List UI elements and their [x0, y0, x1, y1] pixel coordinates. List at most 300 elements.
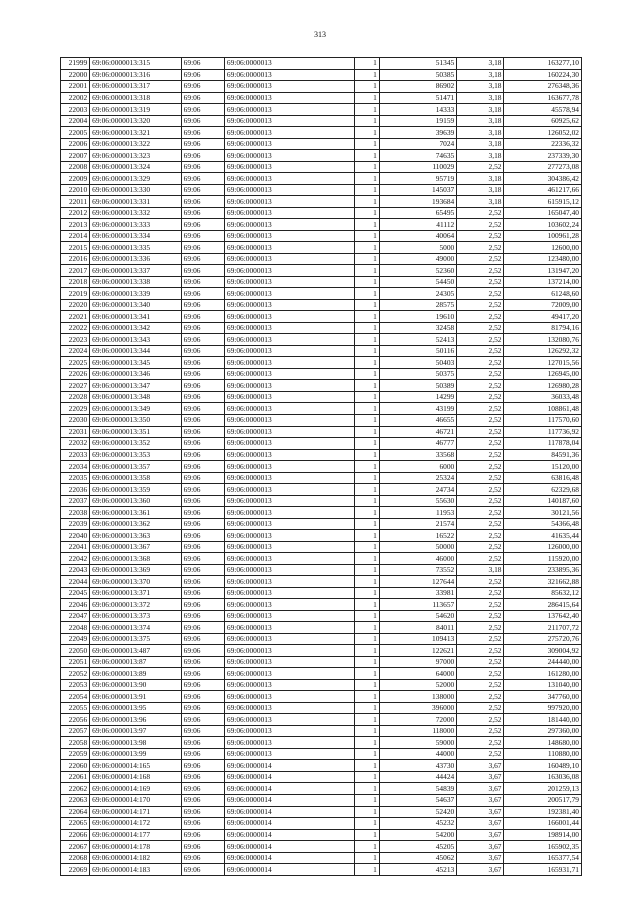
quarter-number-cell: 69:06:0000013: [224, 288, 354, 300]
table-row: [61, 127, 582, 139]
region-code-cell: 69:06: [181, 265, 224, 277]
quarter-number-cell: 69:06:0000013: [224, 242, 354, 254]
area-cell: 50116: [379, 345, 456, 357]
count-cell: 1: [354, 461, 379, 473]
table-row: [61, 380, 582, 392]
row-number-cell: 22053: [61, 679, 90, 691]
rate-cell: 2,52: [457, 587, 504, 599]
row-number-cell: 22013: [61, 219, 90, 231]
row-number-cell: 22050: [61, 645, 90, 657]
area-cell: 127644: [379, 576, 456, 588]
cadastral-number-cell: 69:06:0000013:343: [90, 334, 182, 346]
cadastral-value-cell: 84591,36: [504, 449, 582, 461]
cadastral-value-cell: 126292,32: [504, 345, 582, 357]
row-number-cell: 22027: [61, 380, 90, 392]
table-row: [61, 357, 582, 369]
cadastral-value-cell: 131947,20: [504, 265, 582, 277]
count-cell: 1: [354, 449, 379, 461]
rate-cell: 3,67: [457, 818, 504, 830]
table-row: [61, 461, 582, 473]
table-row: [61, 472, 582, 484]
cadastral-number-cell: 69:06:0000013:348: [90, 391, 182, 403]
cadastral-number-cell: 69:06:0000013:317: [90, 81, 182, 93]
cadastral-number-cell: 69:06:0000013:350: [90, 414, 182, 426]
cadastral-value-cell: 45578,94: [504, 104, 582, 116]
cadastral-number-cell: 69:06:0000013:96: [90, 714, 182, 726]
quarter-number-cell: 69:06:0000013: [224, 173, 354, 185]
row-number-cell: 22009: [61, 173, 90, 185]
cadastral-value-cell: 63816,48: [504, 472, 582, 484]
region-code-cell: 69:06: [181, 426, 224, 438]
rate-cell: 2,52: [457, 507, 504, 519]
area-cell: 65495: [379, 207, 456, 219]
area-cell: 46721: [379, 426, 456, 438]
cadastral-value-cell: 237339,30: [504, 150, 582, 162]
cadastral-number-cell: 69:06:0000014:172: [90, 818, 182, 830]
area-cell: 86902: [379, 81, 456, 93]
row-number-cell: 22062: [61, 783, 90, 795]
table-row: [61, 541, 582, 553]
cadastral-value-cell: 126945,00: [504, 368, 582, 380]
cadastral-value-cell: 275720,76: [504, 633, 582, 645]
rate-cell: 2,52: [457, 553, 504, 565]
quarter-number-cell: 69:06:0000013: [224, 207, 354, 219]
region-code-cell: 69:06: [181, 345, 224, 357]
rate-cell: 3,67: [457, 771, 504, 783]
count-cell: 1: [354, 196, 379, 208]
cadastral-number-cell: 69:06:0000013:90: [90, 679, 182, 691]
count-cell: 1: [354, 691, 379, 703]
rate-cell: 2,52: [457, 714, 504, 726]
table-row: [61, 610, 582, 622]
count-cell: 1: [354, 553, 379, 565]
cadastral-number-cell: 69:06:0000013:372: [90, 599, 182, 611]
quarter-number-cell: 69:06:0000013: [224, 265, 354, 277]
count-cell: 1: [354, 599, 379, 611]
quarter-number-cell: 69:06:0000014: [224, 852, 354, 864]
cadastral-number-cell: 69:06:0000013:339: [90, 288, 182, 300]
quarter-number-cell: 69:06:0000013: [224, 150, 354, 162]
table-row: [61, 645, 582, 657]
cadastral-number-cell: 69:06:0000013:89: [90, 668, 182, 680]
rate-cell: 2,52: [457, 311, 504, 323]
rate-cell: 2,52: [457, 495, 504, 507]
quarter-number-cell: 69:06:0000014: [224, 760, 354, 772]
cadastral-value-cell: 165377,54: [504, 852, 582, 864]
quarter-number-cell: 69:06:0000013: [224, 668, 354, 680]
area-cell: 145037: [379, 184, 456, 196]
cadastral-number-cell: 69:06:0000013:368: [90, 553, 182, 565]
region-code-cell: 69:06: [181, 196, 224, 208]
row-number-cell: 22002: [61, 92, 90, 104]
region-code-cell: 69:06: [181, 633, 224, 645]
row-number-cell: 22010: [61, 184, 90, 196]
quarter-number-cell: 69:06:0000013: [224, 299, 354, 311]
count-cell: 1: [354, 610, 379, 622]
cadastral-number-cell: 69:06:0000013:375: [90, 633, 182, 645]
area-cell: 97000: [379, 656, 456, 668]
table-row: [61, 599, 582, 611]
region-code-cell: 69:06: [181, 253, 224, 265]
quarter-number-cell: 69:06:0000014: [224, 783, 354, 795]
rate-cell: 2,52: [457, 610, 504, 622]
area-cell: 50375: [379, 368, 456, 380]
row-number-cell: 22037: [61, 495, 90, 507]
cadastral-number-cell: 69:06:0000013:358: [90, 472, 182, 484]
quarter-number-cell: 69:06:0000014: [224, 818, 354, 830]
rate-cell: 2,52: [457, 633, 504, 645]
count-cell: 1: [354, 322, 379, 334]
count-cell: 1: [354, 518, 379, 530]
region-code-cell: 69:06: [181, 587, 224, 599]
region-code-cell: 69:06: [181, 714, 224, 726]
quarter-number-cell: 69:06:0000013: [224, 403, 354, 415]
rate-cell: 2,52: [457, 461, 504, 473]
count-cell: 1: [354, 576, 379, 588]
rate-cell: 2,52: [457, 426, 504, 438]
rate-cell: 3,67: [457, 760, 504, 772]
count-cell: 1: [354, 829, 379, 841]
area-cell: 109413: [379, 633, 456, 645]
count-cell: 1: [354, 783, 379, 795]
rate-cell: 2,52: [457, 691, 504, 703]
row-number-cell: 22028: [61, 391, 90, 403]
rate-cell: 3,67: [457, 783, 504, 795]
rate-cell: 2,52: [457, 161, 504, 173]
cadastral-number-cell: 69:06:0000013:334: [90, 230, 182, 242]
area-cell: 84011: [379, 622, 456, 634]
area-cell: 54839: [379, 783, 456, 795]
row-number-cell: 22060: [61, 760, 90, 772]
land-parcel-table: [60, 57, 582, 876]
area-cell: 50389: [379, 380, 456, 392]
cadastral-number-cell: 69:06:0000014:165: [90, 760, 182, 772]
area-cell: 95719: [379, 173, 456, 185]
rate-cell: 3,67: [457, 795, 504, 807]
count-cell: 1: [354, 391, 379, 403]
rate-cell: 2,52: [457, 322, 504, 334]
cadastral-value-cell: 160224,30: [504, 69, 582, 81]
region-code-cell: 69:06: [181, 668, 224, 680]
table-row: [61, 622, 582, 634]
region-code-cell: 69:06: [181, 161, 224, 173]
quarter-number-cell: 69:06:0000013: [224, 472, 354, 484]
area-cell: 50403: [379, 357, 456, 369]
area-cell: 52360: [379, 265, 456, 277]
region-code-cell: 69:06: [181, 69, 224, 81]
count-cell: 1: [354, 115, 379, 127]
cadastral-value-cell: 117736,92: [504, 426, 582, 438]
row-number-cell: 22034: [61, 461, 90, 473]
cadastral-number-cell: 69:06:0000013:319: [90, 104, 182, 116]
cadastral-number-cell: 69:06:0000013:346: [90, 368, 182, 380]
cadastral-number-cell: 69:06:0000013:370: [90, 576, 182, 588]
count-cell: 1: [354, 426, 379, 438]
table-row: [61, 806, 582, 818]
cadastral-number-cell: 69:06:0000013:487: [90, 645, 182, 657]
cadastral-number-cell: 69:06:0000014:171: [90, 806, 182, 818]
rate-cell: 3,18: [457, 127, 504, 139]
rate-cell: 3,18: [457, 115, 504, 127]
area-cell: 51345: [379, 58, 456, 70]
quarter-number-cell: 69:06:0000013: [224, 656, 354, 668]
cadastral-value-cell: 81794,16: [504, 322, 582, 334]
rate-cell: 3,18: [457, 69, 504, 81]
area-cell: 49000: [379, 253, 456, 265]
table-row: [61, 368, 582, 380]
quarter-number-cell: 69:06:0000013: [224, 461, 354, 473]
quarter-number-cell: 69:06:0000013: [224, 311, 354, 323]
quarter-number-cell: 69:06:0000013: [224, 748, 354, 760]
count-cell: 1: [354, 311, 379, 323]
cadastral-value-cell: 127015,56: [504, 357, 582, 369]
area-cell: 25324: [379, 472, 456, 484]
count-cell: 1: [354, 368, 379, 380]
row-number-cell: 22041: [61, 541, 90, 553]
table-row: [61, 403, 582, 415]
quarter-number-cell: 69:06:0000013: [224, 58, 354, 70]
count-cell: 1: [354, 207, 379, 219]
row-number-cell: 22001: [61, 81, 90, 93]
area-cell: 24734: [379, 484, 456, 496]
table-row: [61, 219, 582, 231]
quarter-number-cell: 69:06:0000013: [224, 219, 354, 231]
rate-cell: 2,52: [457, 737, 504, 749]
quarter-number-cell: 69:06:0000014: [224, 864, 354, 876]
count-cell: 1: [354, 645, 379, 657]
region-code-cell: 69:06: [181, 311, 224, 323]
row-number-cell: 22021: [61, 311, 90, 323]
cadastral-number-cell: 69:06:0000013:99: [90, 748, 182, 760]
cadastral-number-cell: 69:06:0000013:332: [90, 207, 182, 219]
row-number-cell: 22066: [61, 829, 90, 841]
table-row: [61, 322, 582, 334]
table-row: [61, 691, 582, 703]
row-number-cell: 22063: [61, 795, 90, 807]
cadastral-value-cell: 297360,00: [504, 725, 582, 737]
cadastral-number-cell: 69:06:0000013:359: [90, 484, 182, 496]
cadastral-value-cell: 117878,04: [504, 438, 582, 450]
quarter-number-cell: 69:06:0000013: [224, 530, 354, 542]
rate-cell: 2,52: [457, 599, 504, 611]
region-code-cell: 69:06: [181, 438, 224, 450]
count-cell: 1: [354, 748, 379, 760]
area-cell: 46655: [379, 414, 456, 426]
region-code-cell: 69:06: [181, 702, 224, 714]
area-cell: 54450: [379, 276, 456, 288]
region-code-cell: 69:06: [181, 173, 224, 185]
region-code-cell: 69:06: [181, 760, 224, 772]
area-cell: 73552: [379, 564, 456, 576]
cadastral-value-cell: 276348,36: [504, 81, 582, 93]
cadastral-value-cell: 41635,44: [504, 530, 582, 542]
rate-cell: 2,52: [457, 357, 504, 369]
rate-cell: 3,18: [457, 92, 504, 104]
table-row: [61, 253, 582, 265]
cadastral-number-cell: 69:06:0000013:336: [90, 253, 182, 265]
region-code-cell: 69:06: [181, 288, 224, 300]
row-number-cell: 22030: [61, 414, 90, 426]
count-cell: 1: [354, 288, 379, 300]
table-row: [61, 841, 582, 853]
count-cell: 1: [354, 276, 379, 288]
cadastral-number-cell: 69:06:0000013:342: [90, 322, 182, 334]
cadastral-number-cell: 69:06:0000013:330: [90, 184, 182, 196]
cadastral-value-cell: 22336,32: [504, 138, 582, 150]
region-code-cell: 69:06: [181, 322, 224, 334]
cadastral-value-cell: 244440,00: [504, 656, 582, 668]
cadastral-number-cell: 69:06:0000013:329: [90, 173, 182, 185]
cadastral-value-cell: 148680,00: [504, 737, 582, 749]
rate-cell: 2,52: [457, 748, 504, 760]
quarter-number-cell: 69:06:0000013: [224, 230, 354, 242]
quarter-number-cell: 69:06:0000013: [224, 438, 354, 450]
quarter-number-cell: 69:06:0000014: [224, 841, 354, 853]
area-cell: 52000: [379, 679, 456, 691]
cadastral-value-cell: 192381,40: [504, 806, 582, 818]
rate-cell: 2,52: [457, 449, 504, 461]
row-number-cell: 22048: [61, 622, 90, 634]
rate-cell: 2,52: [457, 380, 504, 392]
count-cell: 1: [354, 299, 379, 311]
rate-cell: 2,52: [457, 576, 504, 588]
rate-cell: 3,67: [457, 852, 504, 864]
area-cell: 45062: [379, 852, 456, 864]
table-row: [61, 484, 582, 496]
area-cell: 14333: [379, 104, 456, 116]
quarter-number-cell: 69:06:0000013: [224, 276, 354, 288]
cadastral-value-cell: 110880,00: [504, 748, 582, 760]
area-cell: 74635: [379, 150, 456, 162]
count-cell: 1: [354, 541, 379, 553]
cadastral-value-cell: 165902,35: [504, 841, 582, 853]
count-cell: 1: [354, 242, 379, 254]
rate-cell: 2,52: [457, 725, 504, 737]
count-cell: 1: [354, 161, 379, 173]
cadastral-number-cell: 69:06:0000013:341: [90, 311, 182, 323]
count-cell: 1: [354, 104, 379, 116]
quarter-number-cell: 69:06:0000013: [224, 553, 354, 565]
cadastral-value-cell: 123480,00: [504, 253, 582, 265]
area-cell: 45213: [379, 864, 456, 876]
quarter-number-cell: 69:06:0000013: [224, 737, 354, 749]
row-number-cell: 22017: [61, 265, 90, 277]
rate-cell: 3,18: [457, 184, 504, 196]
rate-cell: 2,52: [457, 368, 504, 380]
table-row: [61, 92, 582, 104]
table-row: [61, 104, 582, 116]
cadastral-value-cell: 132080,76: [504, 334, 582, 346]
region-code-cell: 69:06: [181, 841, 224, 853]
table-row: [61, 783, 582, 795]
table-row: [61, 207, 582, 219]
table-row: [61, 818, 582, 830]
row-number-cell: 22015: [61, 242, 90, 254]
row-number-cell: 22043: [61, 564, 90, 576]
table-row: [61, 184, 582, 196]
cadastral-value-cell: 100961,28: [504, 230, 582, 242]
cadastral-number-cell: 69:06:0000013:320: [90, 115, 182, 127]
rate-cell: 3,18: [457, 104, 504, 116]
region-code-cell: 69:06: [181, 645, 224, 657]
table-row: [61, 265, 582, 277]
quarter-number-cell: 69:06:0000014: [224, 829, 354, 841]
quarter-number-cell: 69:06:0000013: [224, 599, 354, 611]
rate-cell: 2,52: [457, 518, 504, 530]
count-cell: 1: [354, 414, 379, 426]
cadastral-value-cell: 49417,20: [504, 311, 582, 323]
region-code-cell: 69:06: [181, 806, 224, 818]
count-cell: 1: [354, 219, 379, 231]
region-code-cell: 69:06: [181, 115, 224, 127]
cadastral-number-cell: 69:06:0000013:362: [90, 518, 182, 530]
table-row: [61, 81, 582, 93]
quarter-number-cell: 69:06:0000013: [224, 322, 354, 334]
table-row: [61, 553, 582, 565]
row-number-cell: 22014: [61, 230, 90, 242]
row-number-cell: 22056: [61, 714, 90, 726]
count-cell: 1: [354, 633, 379, 645]
region-code-cell: 69:06: [181, 184, 224, 196]
rate-cell: 2,52: [457, 207, 504, 219]
area-cell: 138000: [379, 691, 456, 703]
count-cell: 1: [354, 265, 379, 277]
row-number-cell: 22069: [61, 864, 90, 876]
row-number-cell: 22058: [61, 737, 90, 749]
row-number-cell: 22042: [61, 553, 90, 565]
row-number-cell: 22020: [61, 299, 90, 311]
count-cell: 1: [354, 81, 379, 93]
region-code-cell: 69:06: [181, 138, 224, 150]
region-code-cell: 69:06: [181, 368, 224, 380]
cadastral-number-cell: 69:06:0000013:367: [90, 541, 182, 553]
quarter-number-cell: 69:06:0000013: [224, 81, 354, 93]
area-cell: 64000: [379, 668, 456, 680]
table-row: [61, 656, 582, 668]
area-cell: 5000: [379, 242, 456, 254]
row-number-cell: 22016: [61, 253, 90, 265]
quarter-number-cell: 69:06:0000013: [224, 691, 354, 703]
row-number-cell: 22065: [61, 818, 90, 830]
region-code-cell: 69:06: [181, 564, 224, 576]
row-number-cell: 22025: [61, 357, 90, 369]
rate-cell: 2,52: [457, 345, 504, 357]
quarter-number-cell: 69:06:0000013: [224, 426, 354, 438]
count-cell: 1: [354, 484, 379, 496]
cadastral-number-cell: 69:06:0000013:361: [90, 507, 182, 519]
rate-cell: 3,67: [457, 829, 504, 841]
area-cell: 19610: [379, 311, 456, 323]
count-cell: 1: [354, 127, 379, 139]
cadastral-number-cell: 69:06:0000013:331: [90, 196, 182, 208]
rate-cell: 2,52: [457, 645, 504, 657]
table-row: [61, 795, 582, 807]
count-cell: 1: [354, 668, 379, 680]
region-code-cell: 69:06: [181, 414, 224, 426]
region-code-cell: 69:06: [181, 230, 224, 242]
rate-cell: 2,52: [457, 679, 504, 691]
count-cell: 1: [354, 679, 379, 691]
quarter-number-cell: 69:06:0000013: [224, 702, 354, 714]
region-code-cell: 69:06: [181, 691, 224, 703]
cadastral-value-cell: 165931,71: [504, 864, 582, 876]
count-cell: 1: [354, 530, 379, 542]
region-code-cell: 69:06: [181, 656, 224, 668]
cadastral-number-cell: 69:06:0000013:91: [90, 691, 182, 703]
table-row: [61, 530, 582, 542]
page-number: 313: [314, 30, 326, 39]
region-code-cell: 69:06: [181, 553, 224, 565]
